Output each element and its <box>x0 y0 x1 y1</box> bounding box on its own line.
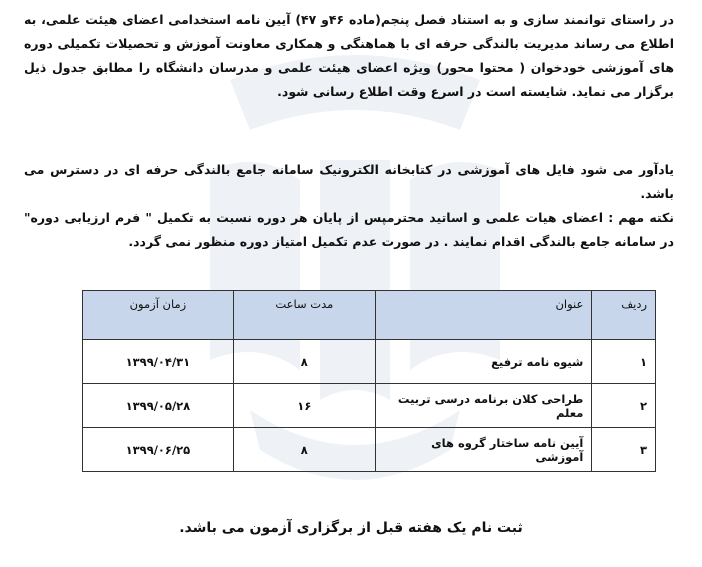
cell-title: شیوه نامه ترفیع <box>375 340 592 384</box>
cell-duration: ۸ <box>233 428 375 472</box>
cell-duration: ۱۶ <box>233 384 375 428</box>
cell-exam-date: ۱۳۹۹/۰۶/۲۵ <box>83 428 234 472</box>
important-note-paragraph: نکته مهم : اعضای هیات علمی و اساتید محترمپس از پایان هر دوره نسبت به تکمیل " فرم ارزیابی دوره" در سامانه جامع بالندگی اقدام نمایند . در صورت عدم تکمیل امتیاز دوره منظور نمی گردد. <box>24 210 674 249</box>
cell-duration: ۸ <box>233 340 375 384</box>
header-title: عنوان <box>375 291 592 340</box>
cell-title: طراحی کلان برنامه درسی تربیت معلم <box>375 384 592 428</box>
intro-paragraph: در راستای توانمند سازی و به استناد فصل پنجم(ماده ۴۶و ۴۷) آیین نامه استخدامی اعضای هیئت علمی، به اطلاع می رساند مدیریت بالندگی حرفه ای با هماهنگی و همکاری معاونت آموزش و تحصیلات تکمیلی دوره های آموزشی خودخوان ( محتوا محور) ویژه اعضای هیئت علمی و مدرسان دانشگاه را مطابق جدول ذیل برگزار می نماید. شایسته است در اسرع وقت اطلاع رسانی شود. <box>24 12 674 99</box>
table-row <box>83 428 656 472</box>
table-header-row <box>83 291 656 340</box>
cell-row-number: ۲ <box>592 384 656 428</box>
reminder-paragraph: یادآور می شود فایل های آموزشی در کتابخانه الکترونیک سامانه جامع بالندگی حرفه ای در دسترس می باشد. <box>24 162 674 201</box>
registration-note: ثبت نام یک هفته قبل از برگزاری آزمون می باشد. <box>179 520 523 536</box>
cell-row-number: ۳ <box>592 428 656 472</box>
header-row-number: ردیف <box>592 291 656 340</box>
table-row <box>83 384 656 428</box>
cell-exam-date: ۱۳۹۹/۰۴/۳۱ <box>83 340 234 384</box>
header-duration: مدت ساعت <box>233 291 375 340</box>
table-row <box>83 340 656 384</box>
cell-row-number: ۱ <box>592 340 656 384</box>
cell-exam-date: ۱۳۹۹/۰۵/۲۸ <box>83 384 234 428</box>
course-schedule-table <box>82 290 656 472</box>
header-exam-date: زمان آزمون <box>83 291 234 340</box>
cell-title: آیین نامه ساختار گروه های آموزشی <box>375 428 592 472</box>
